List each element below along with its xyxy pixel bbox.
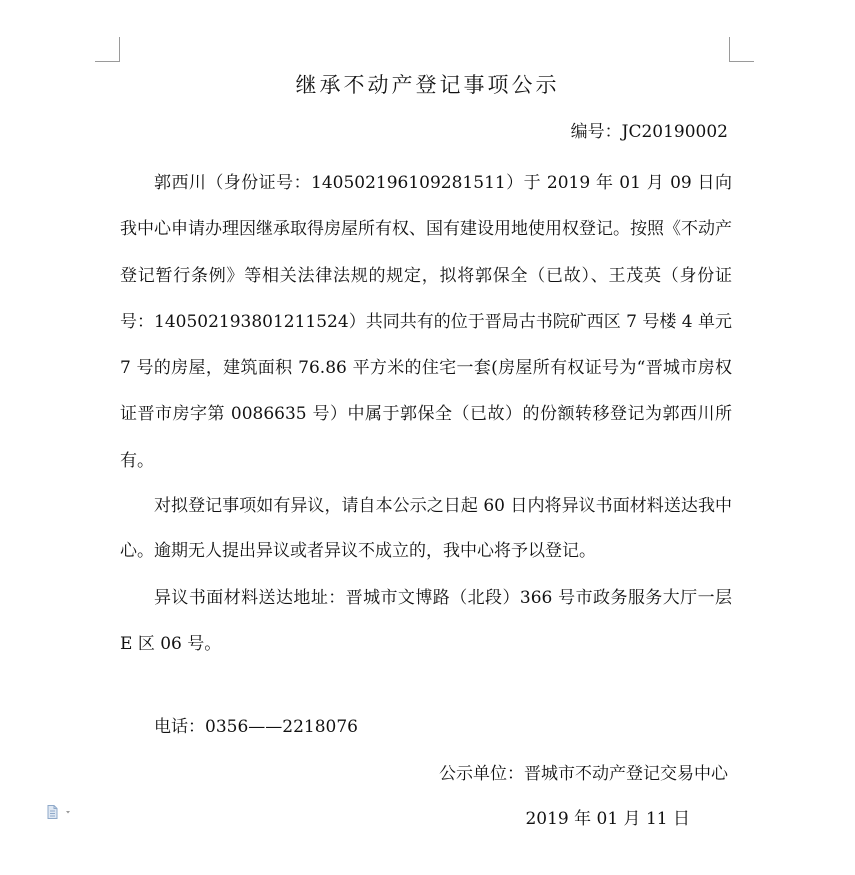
publishing-unit: 公示单位：晋城市不动产登记交易中心 <box>439 764 728 784</box>
document-dropdown-icon <box>46 805 72 819</box>
paragraph-application: 郭西川（身份证号：140502196109281511）于 2019 年 01 月 09 日向我中心申请办理因继承取得房屋所有权、国有建设用地使用权登记。按照《不动产登记暂行条例》等相关法律法规的规定，拟将郭保全（已故）、王茂英（身份证号：140502193801211524）共同共有的位于晋局古书院矿西区 7 号楼 4 单元 7 号的房屋，建筑面积 76.86 平方米的住宅一套(房屋所有权证号为“晋城市房权证晋市房字第 0086635 号）中属于郭保全（已故）的份额转移登记为郭西川所有。 <box>120 173 732 471</box>
contact-phone: 电话：0356——2218076 <box>154 717 358 737</box>
document-title: 继承不动产登记事项公示 <box>295 73 560 97</box>
serial-number: 编号：JC20190002 <box>570 122 728 142</box>
publication-date: 2019 年 01 月 11 日 <box>525 809 690 829</box>
document-body <box>120 160 732 667</box>
paragraph-objection-notice: 对拟登记事项如有异议，请自本公示之日起 60 日内将异议书面材料送达我中心。逾期无人提出异议或者异议不成立的，我中心将予以登记。 <box>120 496 732 562</box>
document-icon[interactable] <box>46 804 72 818</box>
paragraph-objection-address: 异议书面材料送达地址：晋城市文博路（北段）366 号市政务服务大厅一层 E 区 06 号。 <box>120 587 732 654</box>
page-corner-mark-top-right <box>729 37 754 62</box>
page-corner-mark-top-left <box>95 37 120 62</box>
